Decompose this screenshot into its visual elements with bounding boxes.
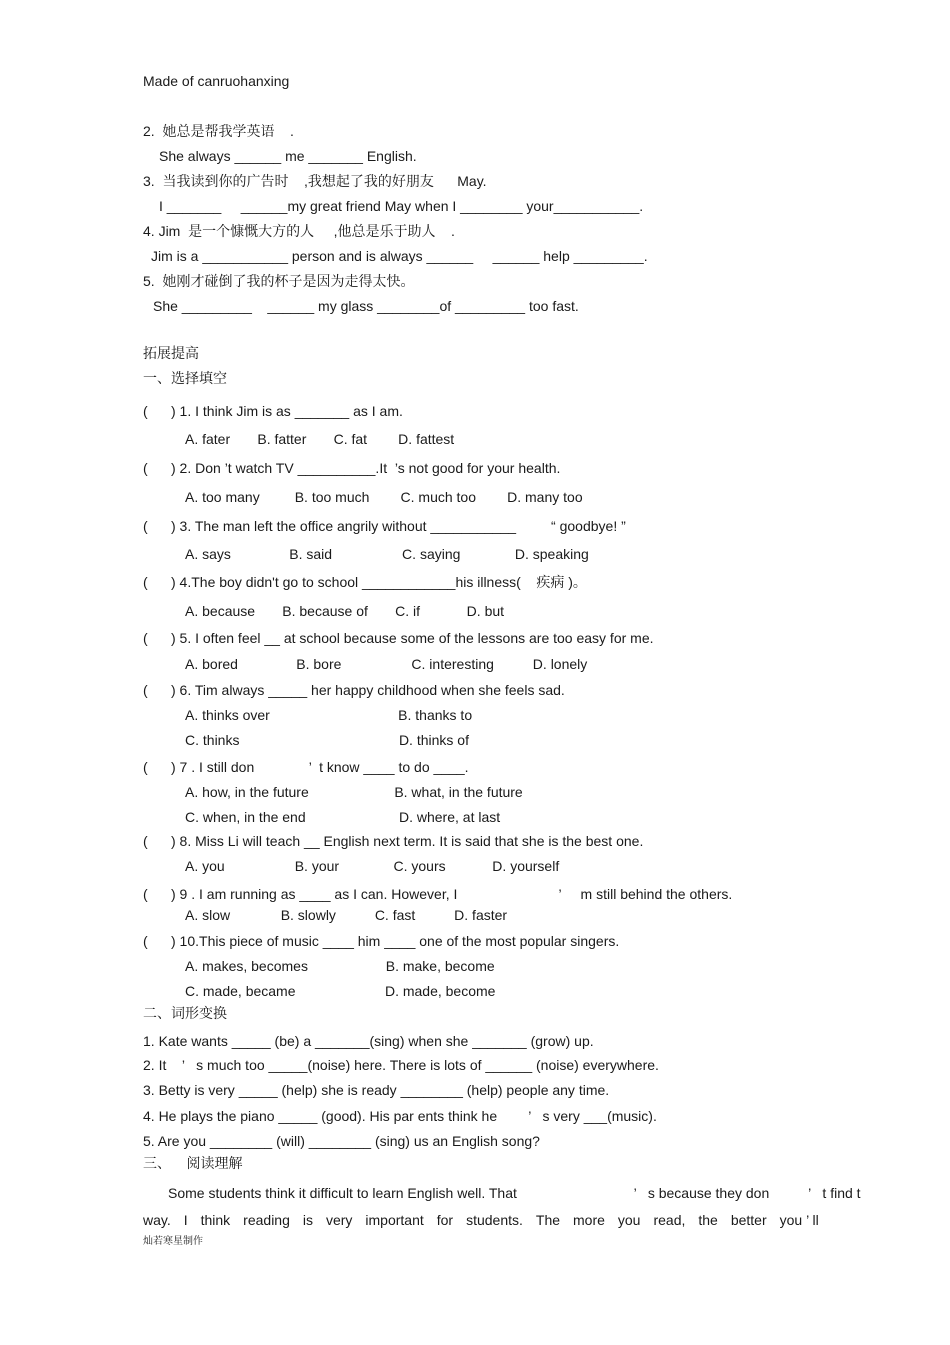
question-stem: ( ) 1. I think Jim is as _______ as I am. xyxy=(143,403,403,419)
reading-word: very xyxy=(325,1212,353,1228)
reading-word: I xyxy=(183,1212,188,1228)
translation-prompt: 3. 当我读到你的广告时 ,我想起了我的好朋友 May. xyxy=(143,173,487,189)
question-stem: ( ) 8. Miss Li will teach __ English next term. It is said that she is the best one. xyxy=(143,833,644,849)
question-stem: ( ) 3. The man left the office angrily without ___________ “ goodbye! ” xyxy=(143,518,626,534)
reading-line: Some students think it difficult to learn English well. That ’ s because they don ’ t find t xyxy=(168,1185,861,1201)
translation-prompt: 5. 她刚才碰倒了我的杯子是因为走得太快。 xyxy=(143,273,415,289)
question-options: C. made, became D. made, become xyxy=(185,983,496,999)
translation-answer: She always ______ me _______ English. xyxy=(159,148,417,164)
question-options: C. thinks D. thinks of xyxy=(185,732,469,748)
question-options: A. makes, becomes B. make, become xyxy=(185,958,495,974)
question-stem: ( ) 4.The boy didn't go to school ____________his illness( 疾病 )。 xyxy=(143,574,587,590)
part1-title: 一、选择填空 xyxy=(143,370,227,386)
question-stem: ( ) 2. Don ’t watch TV __________.It ’s not good for your health. xyxy=(143,460,561,476)
translation-prompt: 4. Jim 是一个慷慨大方的人 ,他总是乐于助人 . xyxy=(143,223,455,239)
question-options: A. bored B. bore C. interesting D. lonely xyxy=(185,656,588,672)
section-title: 拓展提高 xyxy=(143,345,199,361)
question-stem: ( ) 6. Tim always _____ her happy childhood when she feels sad. xyxy=(143,682,565,698)
reading-word: you xyxy=(617,1212,641,1228)
question-options: A. fater B. fatter C. fat D. fattest xyxy=(185,431,455,447)
reading-word: you ’ ll xyxy=(779,1212,819,1228)
reading-word: The xyxy=(535,1212,561,1228)
reading-word: read, xyxy=(653,1212,686,1228)
translation-prompt: 2. 她总是帮我学英语 . xyxy=(143,123,294,139)
reading-word: more xyxy=(573,1212,605,1228)
footer-text: 灿若寒星制作 xyxy=(143,1236,203,1247)
question-options: A. how, in the future B. what, in the future xyxy=(185,784,523,800)
reading-word: better xyxy=(730,1212,767,1228)
question-options: A. you B. your C. yours D. yourself xyxy=(185,858,560,874)
word-form-item: 2. It ’ s much too _____(noise) here. There is lots of ______ (noise) everywhere. xyxy=(143,1057,659,1073)
question-options: A. thinks over B. thanks to xyxy=(185,707,473,723)
reading-word: think xyxy=(200,1212,231,1228)
word-form-item: 3. Betty is very _____ (help) she is ready ________ (help) people any time. xyxy=(143,1082,610,1098)
header-text: Made of canruohanxing xyxy=(143,73,290,89)
reading-word: is xyxy=(302,1212,313,1228)
question-stem: ( ) 5. I often feel __ at school because some of the lessons are too easy for me. xyxy=(143,630,654,646)
part3-title: 三、 阅读理解 xyxy=(143,1155,243,1171)
question-options: A. too many B. too much C. much too D. many too xyxy=(185,489,583,505)
question-options: A. slow B. slowly C. fast D. faster xyxy=(185,907,508,923)
question-stem: ( ) 10.This piece of music ____ him ____ one of the most popular singers. xyxy=(143,933,620,949)
question-options: C. when, in the end D. where, at last xyxy=(185,809,501,825)
question-stem: ( ) 7 . I still don ’ t know ____ to do ____. xyxy=(143,759,469,775)
word-form-item: 5. Are you ________ (will) ________ (sing) us an English song? xyxy=(143,1133,540,1149)
reading-word: reading xyxy=(243,1212,290,1228)
reading-word: students. xyxy=(466,1212,523,1228)
word-form-item: 4. He plays the piano _____ (good). His par ents think he ’ s very ___(music). xyxy=(143,1108,657,1124)
translation-answer: She _________ ______ my glass ________of _________ too fast. xyxy=(153,298,579,314)
reading-line-justified xyxy=(143,1213,819,1227)
question-options: A. because B. because of C. if D. but xyxy=(185,603,505,619)
word-form-item: 1. Kate wants _____ (be) a _______(sing) when she _______ (grow) up. xyxy=(143,1033,594,1049)
reading-word: important xyxy=(365,1212,424,1228)
reading-word: way. xyxy=(143,1212,171,1228)
question-stem: ( ) 9 . I am running as ____ as I can. However, I ’ m still behind the others. xyxy=(143,886,733,902)
translation-answer: I _______ ______my great friend May when I ________ your___________. xyxy=(159,198,644,214)
part2-title: 二、词形变换 xyxy=(143,1005,227,1021)
translation-answer: Jim is a ___________ person and is always ______ ______ help _________. xyxy=(151,248,648,264)
reading-word: the xyxy=(698,1212,718,1228)
reading-word: for xyxy=(436,1212,454,1228)
question-options: A. says B. said C. saying D. speaking xyxy=(185,546,589,562)
